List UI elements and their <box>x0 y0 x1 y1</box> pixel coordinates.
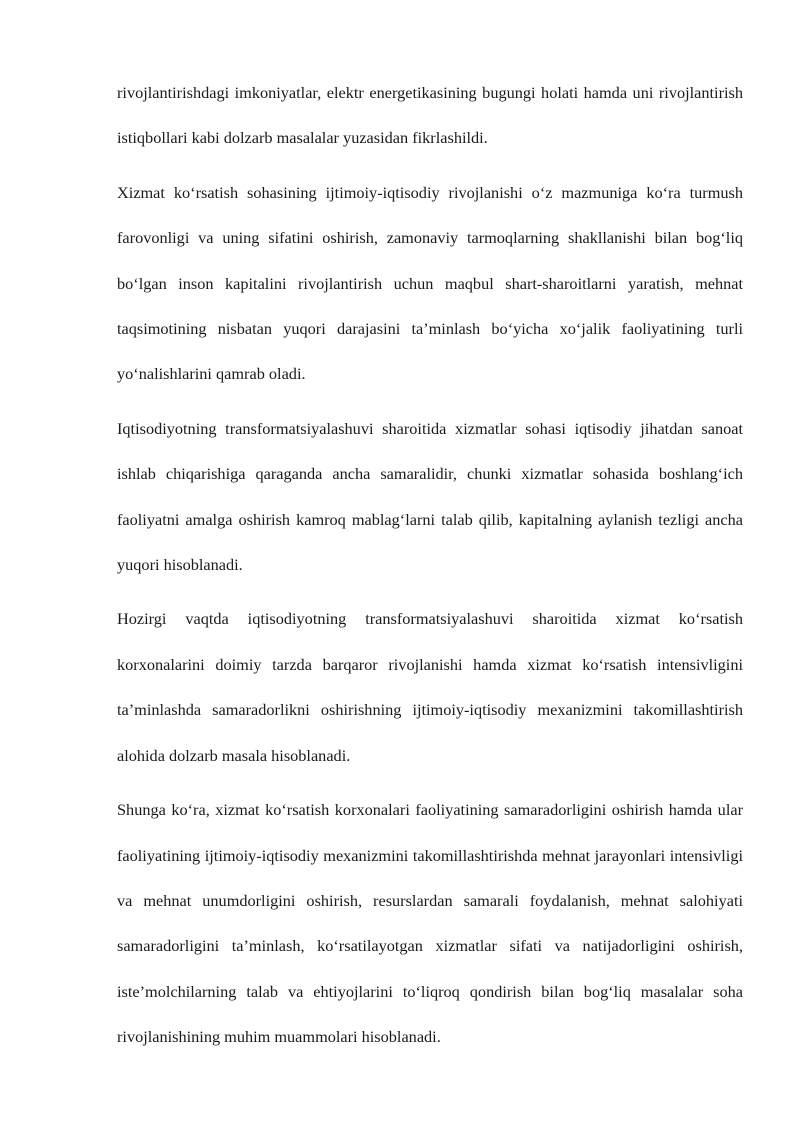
paragraph-1: rivojlantirishdagi imkoniyatlar, elektr energetikasining bugungi holati hamda uni rivojlantirish istiqbollari kabi dolzarb masalalar yuzasidan fikrlashildi. <box>117 83 743 148</box>
document-body <box>117 70 743 1060</box>
paragraph-5: Shunga ko‘ra, xizmat ko‘rsatish korxonalari faoliyatining samaradorligini oshirish hamda ular faoliyatining ijtimoiy-iqtisodiy mexanizmini takomillashtirishda mehnat jarayonlari intensivligi va mehnat unumdorligini oshirish, resurslardan samarali foydalanish, mehnat salohiyati samaradorligini ta’minlash, ko‘rsatilayotgan xizmatlar sifati va natijadorligini oshirish, iste’molchilarning talab va ehtiyojlarini to‘liqroq qondirish bilan bog‘liq masalalar soha rivojlanishining muhim muammolari hisoblanadi. <box>117 800 743 1047</box>
paragraph-4: Hozirgi vaqtda iqtisodiyotning transformatsiyalashuvi sharoitida xizmat ko‘rsatish korxonalarini doimiy tarzda barqaror rivojlanishi hamda xizmat ko‘rsatish intensivligini ta’minlashda samaradorlikni oshirishning ijtimoiy-iqtisodiy mexanizmini takomillashtirish alohida dolzarb masala hisoblanadi. <box>117 609 743 765</box>
paragraph-2: Xizmat ko‘rsatish sohasining ijtimoiy-iqtisodiy rivojlanishi o‘z mazmuniga ko‘ra turmush farovonligi va uning sifatini oshirish, zamonaviy tarmoqlarning shakllanishi bilan bog‘liq bo‘lgan inson kapitalini rivojlantirish uchun maqbul shart-sharoitlarni yaratish, mehnat taqsimotining nisbatan yuqori darajasini ta’minlash bo‘yicha xo‘jalik faoliyatining turli yo‘nalishlarini qamrab oladi. <box>117 182 743 384</box>
paragraph-3: Iqtisodiyotning transformatsiyalashuvi sharoitida xizmatlar sohasi iqtisodiy jihatdan sanoat ishlab chiqarishiga qaraganda ancha samaralidir, chunki xizmatlar sohasida boshlang‘ich faoliyatni amalga oshirish kamroq mablag‘larni talab qilib, kapitalning aylanish tezligi ancha yuqori hisoblanadi. <box>117 418 743 575</box>
